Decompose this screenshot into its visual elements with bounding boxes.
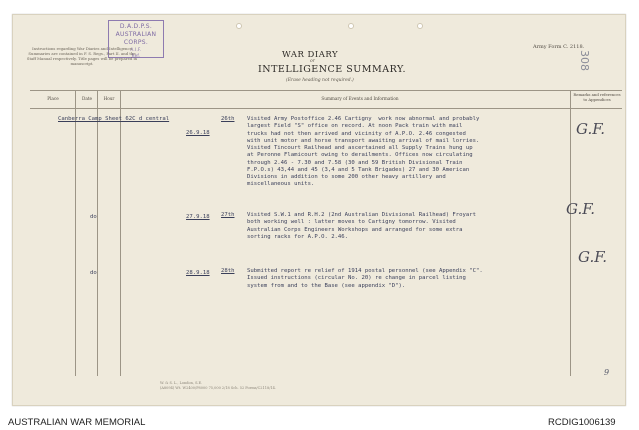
column-header-place: Place: [47, 96, 59, 101]
column-header-hour: Hour: [103, 96, 115, 101]
table-rule: [30, 90, 622, 91]
entry-date: 26.9.18: [186, 130, 210, 136]
column-header-date: Date: [81, 96, 92, 101]
stamp-line: AUSTRALIAN: [115, 31, 157, 38]
stamp-line: Ref.: [131, 53, 141, 58]
punch-hole: [236, 23, 242, 29]
entry-summary: Visited Army Postoffice 2.46 Cartigny work now abnormal and probably largest Field "S" office on record. At noon Pack train with mail trucks had not then arrived and vicinity of A.P.O. 2.46 congested with unit motor and horse transport awaiting arrival of mail lorries. Visited Tincourt Railhead and ascertained all Supply Trains hung up at Peronne Flamicourt owing to derailments. Offices now circulating through 2.46 - 7.30 and 7.58 (30 and 59 British Divisional Train F.P.O.s) 43,44 and 45 (3,4 and 5 Tank Brigades) 27 and 30 American Divisions in addition to some 200 other heavy artillery and miscellaneous units.: [247, 116, 480, 188]
table-rule: [30, 108, 622, 109]
entry-day: 28th: [221, 268, 235, 274]
entry-date: 28.9.18: [186, 270, 210, 276]
entry-day: 26th: [221, 116, 235, 122]
page-title: WAR DIARY: [282, 50, 339, 60]
stamp-line: D.A.D.P.S.: [119, 23, 153, 30]
punch-hole: [348, 23, 354, 29]
instructions-note: Instructions regarding War Diaries and Intelligence Summaries are contained in F. S. Regs., Part II. and the Staff Manual respectively. Title pages will be prepared in manuscript.: [26, 46, 138, 66]
entry-day: 27th: [221, 212, 235, 218]
entry-date: 27.9.18: [186, 214, 210, 220]
column-rule: [570, 90, 571, 376]
collection-credit: AUSTRALIAN WAR MEMORIAL: [8, 417, 146, 428]
column-header-summary: Summary of Events and Information: [321, 96, 399, 101]
handwritten-page-number: 308: [578, 50, 591, 71]
pencil-mark: 9: [604, 368, 610, 377]
column-rule: [120, 90, 121, 376]
stamp-line: CORPS.: [123, 39, 149, 46]
remarks-initials: G.F.: [576, 120, 606, 138]
printer-imprint: W. & S. L., London, S.E. (A8094) Wt. W2400/P8000 75,000 2/18 Sch. 52 Forms/C2118/14.: [160, 381, 276, 390]
page-title-secondary: INTELLIGENCE SUMMARY.: [258, 64, 407, 75]
page-subtitle: (Erase heading not required.): [286, 78, 354, 83]
column-header-remarks: Remarks and references to Appendices: [573, 92, 621, 102]
remarks-initials: G.F.: [566, 200, 596, 218]
form-reference: Army Form C. 2118.: [533, 44, 585, 50]
entry-summary: Submitted report re relief of 1914 postal personnel (see Appendix "C". Issued instructions (circular No. 20) re change in parcel listing system from and to the Base (see appendix "D").: [247, 268, 483, 289]
remarks-initials: G.F.: [578, 248, 608, 266]
entry-place: do: [90, 214, 97, 220]
entry-place: Canberra Camp Sheet 62C d central: [58, 116, 170, 122]
stamp-line: A.I.F.: [130, 47, 142, 52]
entry-summary: Visited S.W.1 and R.H.2 (2nd Australian Divisional Railhead) Froyart both working well : latter moves to Cartigny tomorrow. Visited Australian Corps Engineers Workshops and arranged for some extra sorting racks for A.P.O. 2.46.: [247, 212, 477, 240]
column-rule: [97, 90, 98, 376]
catalogue-id: RCDIG1006139: [548, 417, 616, 428]
title-or: or: [310, 59, 315, 64]
column-rule: [75, 90, 76, 376]
entry-place: do: [90, 270, 97, 276]
punch-hole: [417, 23, 423, 29]
